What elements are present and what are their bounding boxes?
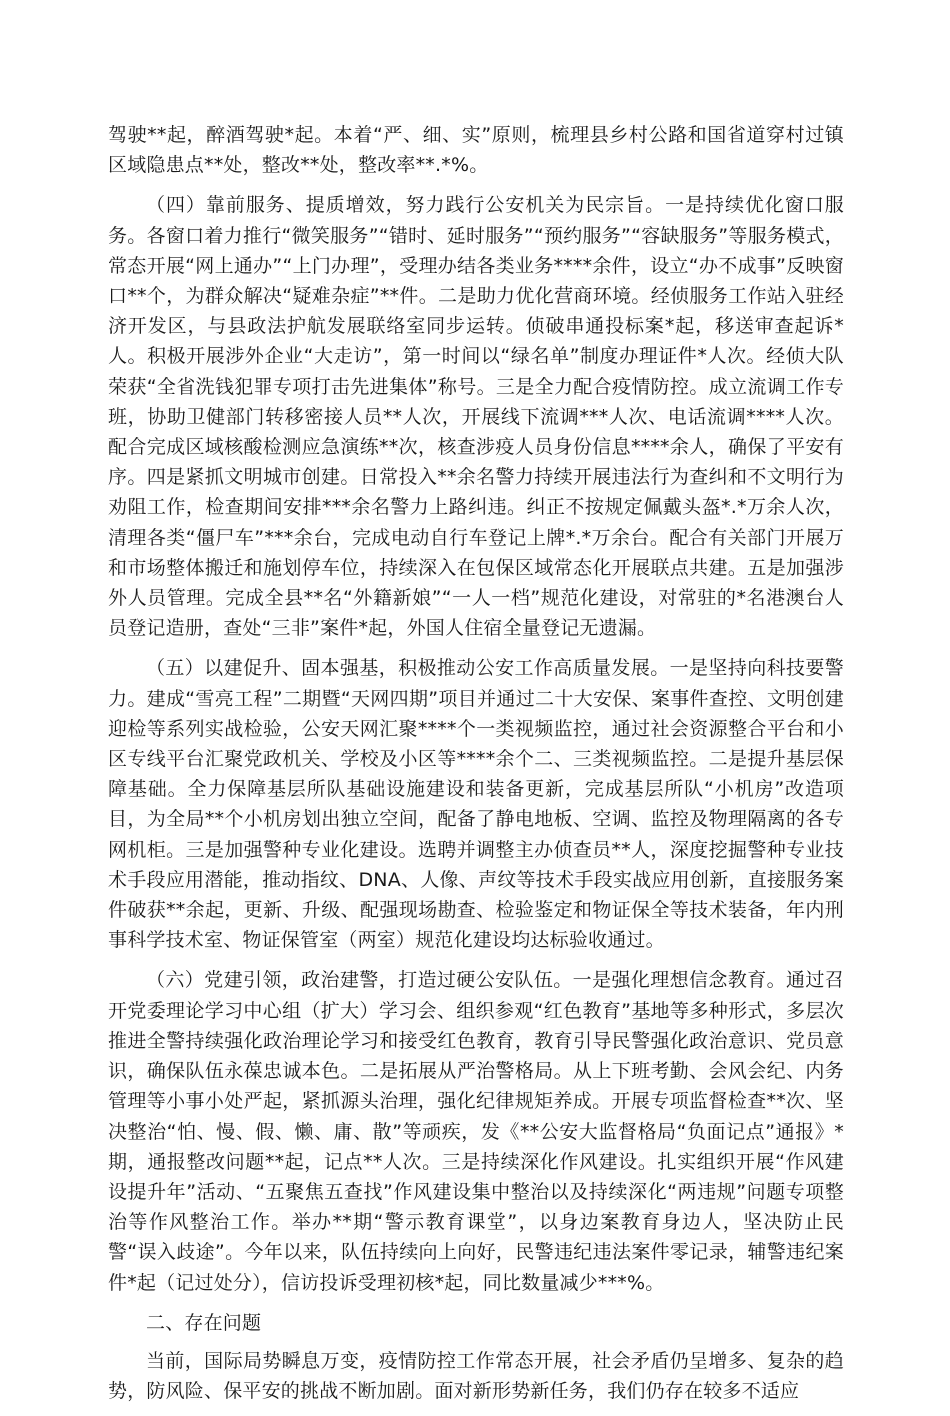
- paragraph-section-5: （五）以建促升、固本强基，积极推动公安工作高质量发展。一是坚持向科技要警力。建成“雪亮工程”二期暨“天网四期”项目并通过二十大安保、案事件查控、文明创建迎检等系列实战检验，公安天网汇聚****个一类视频监控，通过社会资源整合平台和小区专线平台汇聚党政机关、学校及小区等****余个二、三类视频监控。二是提升基层保障基础。全力保障基层所队基础设施建设和装备更新，完成基层所队“小机房”改造项目，为全局**个小机房划出独立空间，配备了静电地板、空调、监控及物理隔离的各专网机柜。三是加强警种专业化建设。选聘并调整主办侦查员**人，深度挖掘警种专业技术手段应用潜能，推动指纹、DNA、人像、声纹等技术手段实战应用创新，直接服务案件破获**余起，更新、升级、配强现场勘查、检验鉴定和物证保全等技术装备，年内刑事科学技术室、物证保管室（两室）规范化建设均达标验收通过。: [108, 657, 844, 952]
- paragraph-continuation: 驾驶**起，醉酒驾驶*起。本着“严、细、实”原则，梳理县乡村公路和国省道穿村过镇区域隐患点**处，整改**处，整改率**.*%。: [108, 124, 844, 177]
- paragraph-section-4: （四）靠前服务、提质增效，努力践行公安机关为民宗旨。一是持续优化窗口服务。各窗口着力推行“微笑服务”“错时、延时服务”“预约服务”“容缺服务”等服务模式，常态开展“网上通办”“上门办理”，受理办结各类业务****余件，设立“办不成事”反映窗口**个，为群众解决“疑难杂症”**件。二是助力优化营商环境。经侦服务工作站入驻经济开发区，与县政法护航发展联络室同步运转。侦破串通投标案*起，移送审查起诉*人。积极开展涉外企业“大走访”，第一时间以“绿名单”制度办理证件*人次。经侦大队荣获“全省洗钱犯罪专项打击先进集体”称号。三是全力配合疫情防控。成立流调工作专班，协助卫健部门转移密接人员**人次，开展线下流调***人次、电话流调****人次。配合完成区域核酸检测应急演练**次，核查涉疫人员身份信息****余人，确保了平安有序。四是紧抓文明城市创建。日常投入**余名警力持续开展违法行为查纠和不文明行为劝阻工作，检查期间安排***余名警力上路纠违。纠正不按规定佩戴头盔*.*万余人次，清理各类“僵尸车”***余台，完成电动自行车登记上牌*.*万余台。配合有关部门开展万和市场整体搬迁和施划停车位，持续深入在包保区域常态化开展联点共建。五是加强涉外人员管理。完成全县**名“外籍新娘”“一人一档”规范化建设，对常驻的*名港澳台人员登记造册，查处“三非”案件*起，外国人住宿全量登记无遗漏。: [108, 194, 844, 640]
- paragraph-problems: 当前，国际局势瞬息万变，疫情防控工作常态开展，社会矛盾仍呈增多、复杂的趋势，防风险、保平安的挑战不断加剧。面对新形势新任务，我们仍存在较多不适应: [108, 1349, 844, 1403]
- paragraph-section-6: （六）党建引领，政治建警，打造过硬公安队伍。一是强化理想信念教育。通过召开党委理论学习中心组（扩大）学习会、组织参观“红色教育”基地等多种形式，多层次推进全警持续强化政治理论学习和接受红色教育，教育引导民警强化政治意识、党员意识，确保队伍永葆忠诚本色。二是拓展从严治警格局。从上下班考勤、会风会纪、内务管理等小事小处严起，紧抓源头治理，强化纪律规矩养成。开展专项监督检查**次、坚决整治“怕、慢、假、懒、庸、散”等顽疾，发《**公安大监督格局“负面记点”通报》*期，通报整改问题**起，记点**人次。三是持续深化作风建设。扎实组织开展“作风建设提升年”活动、“五聚焦五查找”作风建设集中整治以及持续深化“两违规”问题专项整治等作风整治工作。举办**期“警示教育课堂”，以身边案教育身边人，坚决防止民警“误入歧途”。今年以来，队伍持续向上向好，民警违纪违法案件零记录，辅警违纪案件*起（记过处分），信访投诉受理初核*起，同比数量减少***%。: [108, 969, 844, 1294]
- document-page: [108, 120, 844, 1416]
- section-heading: 二、存在问题: [146, 1311, 262, 1334]
